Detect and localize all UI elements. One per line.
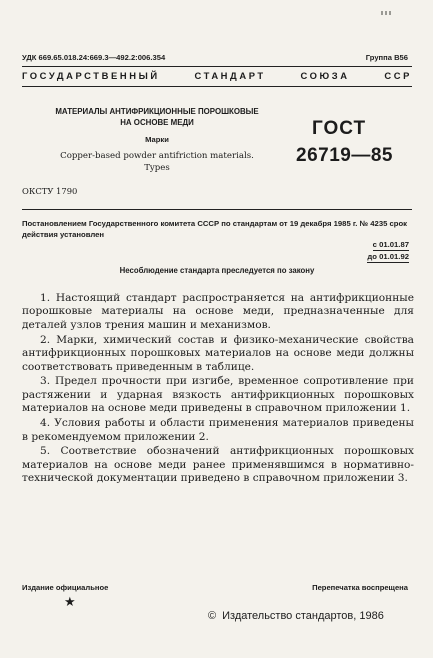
english-title-line-1: Copper-based powder antifriction materials. [60, 151, 254, 161]
paragraph: 5. Соответствие обозначений антифрикционных порошковых материалов на основе меди ранее применявшимся в нормативно-технической документации приведено в справочном приложении 3. [22, 445, 414, 485]
body-text [22, 292, 414, 487]
reprint-prohibited-label: Перепечатка воспрещена [312, 583, 408, 592]
title-line-2: НА ОСНОВЕ МЕДИ [120, 118, 194, 127]
star-icon: ★ [64, 595, 76, 610]
official-edition-label: Издание официальное [22, 583, 109, 592]
paragraph: 1. Настоящий стандарт распространяется на антифрикционные порошковые материалы на основе меди, предназначенные для деталей узлов трения машин и механизмов. [22, 292, 414, 331]
paragraph: 2. Марки, химический состав и физико-механические свойства антифрикционных порошковых материалов на основе меди должны соответствовать приведенным в таблице. [22, 333, 414, 373]
top-rule [22, 66, 412, 67]
paragraph: 3. Предел прочности при изгибе, временное сопротивление при растяжении и ударная вязкость антифрикционных порошковых материалов на основе меди приведены в справочном приложении 1. [22, 375, 414, 415]
udk-code: УДК 669.65.018.24:669.3—492.2:006.354 [22, 53, 166, 62]
header-rule [22, 86, 412, 87]
valid-from: с 01.01.87 [372, 240, 409, 249]
english-title-line-2: Types [144, 163, 170, 173]
group-code: Группа В56 [365, 53, 408, 62]
paragraph: 4. Условия работы и области применения материалов приведены в рекомендуемом приложении 2. [22, 417, 414, 443]
scan-mark [381, 0, 393, 6]
law-notice: Несоблюдение стандарта преследуется по закону [119, 266, 315, 275]
state-standard-heading: ГОСУДАРСТВЕННЫЙ СТАНДАРТ СОЮЗА ССР [22, 70, 412, 81]
gost-number: 26719—85 [296, 145, 393, 166]
decree-text: Постановлением Государственного комитета СССР по стандартам от 19 декабря 1985 г. № 4235 срок действия установлен [22, 219, 408, 239]
valid-to: до 01.01.92 [367, 252, 409, 261]
title-marks: Марки [145, 135, 169, 144]
okstu-code: ОКСТУ 1790 [22, 186, 78, 196]
standard-title [22, 106, 292, 128]
copyright-icon: © [208, 610, 217, 622]
title-line-1: МАТЕРИАЛЫ АНТИФРИКЦИОННЫЕ ПОРОШКОВЫЕ [55, 107, 259, 116]
copyright-line [208, 610, 384, 622]
english-title [22, 150, 292, 174]
validity-dates [367, 239, 409, 263]
decree-rule [22, 209, 412, 210]
copyright-text: Издательство стандартов, 1986 [222, 610, 384, 622]
gost-label: ГОСТ [312, 118, 367, 139]
